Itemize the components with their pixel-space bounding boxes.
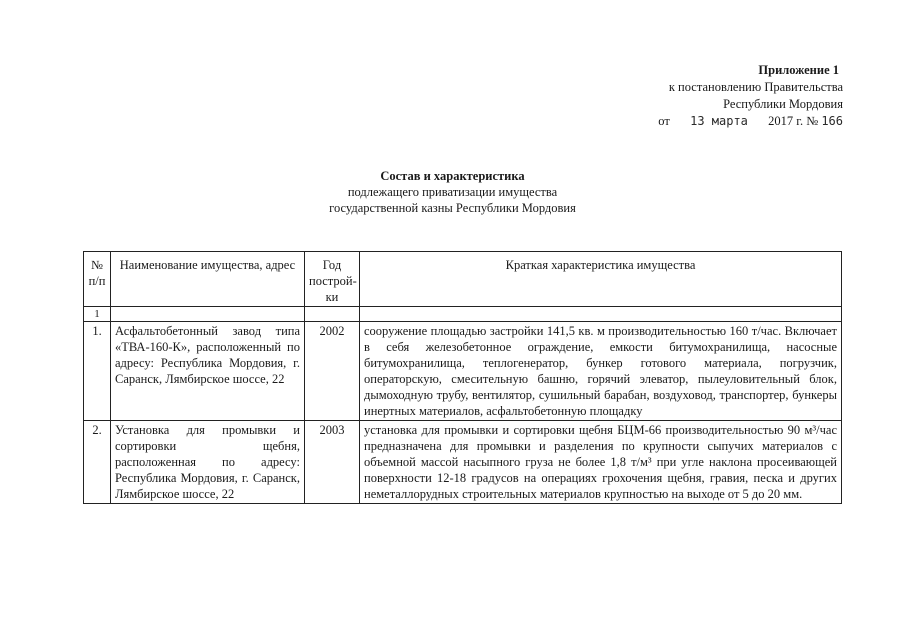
heading-title: Состав и характеристика bbox=[380, 169, 525, 183]
annex-block bbox=[658, 62, 843, 130]
annex-date-year-no: 2017 г. № bbox=[768, 114, 819, 128]
column-number-1: 1 bbox=[84, 307, 111, 322]
column-header-name: Наименование имущества, адрес bbox=[111, 252, 305, 307]
annex-doc-number: 166 bbox=[821, 114, 843, 128]
table-header-row bbox=[84, 252, 842, 307]
annex-date-day-month: 13 марта bbox=[690, 114, 748, 128]
annex-title: Приложение 1 bbox=[758, 63, 839, 77]
column-header-number: № п/п bbox=[84, 252, 111, 307]
heading-subtitle-2: государственной казны Республики Мордовия bbox=[329, 201, 576, 215]
column-number-2 bbox=[111, 307, 305, 322]
row-number: 1. bbox=[84, 322, 111, 421]
construction-year: 2002 bbox=[305, 322, 360, 421]
heading-subtitle-1: подлежащего приватизации имущества bbox=[347, 185, 558, 199]
column-number-3 bbox=[305, 307, 360, 322]
property-name: Асфальтобетонный завод типа «ТВА-160-К», расположенный по адресу: Республика Мордовия, г. Саранск, Лямбирское шоссе, 22 bbox=[111, 322, 305, 421]
column-header-description: Краткая характеристика имущества bbox=[360, 252, 842, 307]
table-row bbox=[84, 322, 842, 421]
property-description: установка для промывки и сортировки щебня БЦМ-66 производительностью 90 м³/час предназначена для промывки и разделения по крупности сыпучих материалов с объемной массой насыпного груза не более 1,8 т/м³ при угле наклона просеивающей поверхности 12-18 градусов на операциях грохочения щебня, гравия, песка и других неметаллорудных строительных материалов крупностью на выходе от 5 до 20 мм. bbox=[360, 421, 842, 504]
annex-line-2: Республики Мордовия bbox=[723, 97, 843, 111]
annex-date-prefix: от bbox=[658, 114, 670, 128]
column-header-year: Год построй-ки bbox=[305, 252, 360, 307]
column-number-4 bbox=[360, 307, 842, 322]
property-table bbox=[83, 251, 842, 504]
construction-year: 2003 bbox=[305, 421, 360, 504]
property-description: сооружение площадью застройки 141,5 кв. м производительностью 160 т/час. Включает в себя железобетонное ограждение, емкости битумохранилища, насосные битумохранилища, теплогенератор, бункер готового материала, погрузчик, операторскую, смесительную башню, горячий элеватор, пылеуловительный блок, дымоходную трубу, вентилятор, сушильный барабан, воздуховод, транспортер, бункеры инертных материалов, асфальтобетонную площадку bbox=[360, 322, 842, 421]
table-row bbox=[84, 421, 842, 504]
annex-line-1: к постановлению Правительства bbox=[668, 80, 843, 94]
document-heading bbox=[0, 168, 905, 216]
annex-date-line bbox=[658, 113, 843, 130]
column-number-row bbox=[84, 307, 842, 322]
property-name: Установка для промывки и сортировки щебня, расположенная по адресу: Республика Мордовия, г. Саранск, Лямбирское шоссе, 22 bbox=[111, 421, 305, 504]
row-number: 2. bbox=[84, 421, 111, 504]
